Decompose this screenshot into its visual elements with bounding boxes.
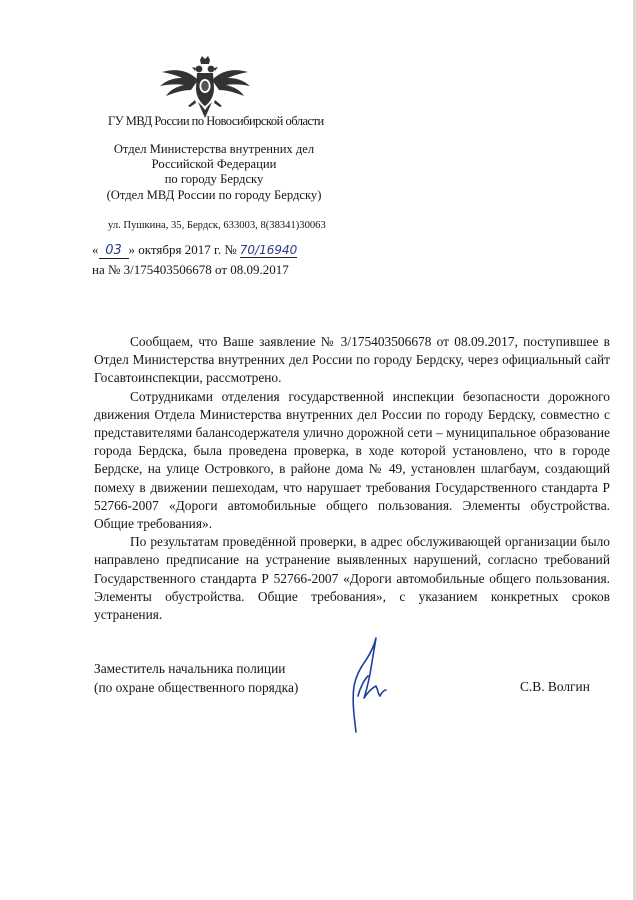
letter-body bbox=[94, 333, 610, 624]
department-line: Российской Федерации bbox=[151, 157, 277, 172]
open-quote: « bbox=[92, 242, 99, 257]
department-address: ул. Пушкина, 35, Бердск, 633003, 8(38341)30063 bbox=[108, 220, 326, 231]
signer-title-line: Заместитель начальника полиции bbox=[94, 661, 286, 676]
date-line bbox=[92, 242, 297, 259]
department-line: по городу Бердску bbox=[164, 172, 264, 187]
body-paragraph: По результатам проведённой проверки, в адрес обслуживающей организации было направлено предписание на устранение выявленных нарушений, согласно требований Государственного стандарта Р 52766-2007 «Дороги автомобильные общего пользования. Элементы обустройства. Общие требования», с указанием конкретных сроков устранения. bbox=[94, 534, 610, 623]
handwritten-signature bbox=[336, 636, 392, 736]
reference-line: на № 3/175403506678 от 08.09.2017 bbox=[92, 262, 289, 277]
close-quote: » bbox=[128, 242, 135, 257]
signer-name: С.В. Волгин bbox=[520, 679, 590, 694]
handwritten-outgoing-number: 70/16940 bbox=[239, 243, 298, 257]
department-line: (Отдел МВД России по городу Бердску) bbox=[106, 187, 322, 202]
department-block bbox=[96, 142, 332, 203]
organization-name: ГУ МВД России по Новосибирской области bbox=[108, 114, 324, 128]
signer-title bbox=[94, 660, 298, 697]
department-line: Отдел Министерства внутренних дел bbox=[113, 142, 315, 156]
eagle-emblem-icon bbox=[158, 56, 252, 120]
signer-title-line: (по охране общественного порядка) bbox=[94, 679, 299, 695]
body-paragraph: Сообщаем, что Ваше заявление № 3/175403506678 от 08.09.2017, поступившее в Отдел Министерства внутренних дел России по городу Бердску, через официальный сайт Госавтоинспекции, рассмотрено. bbox=[94, 334, 610, 386]
body-paragraph: Сотрудниками отделения государственной инспекции безопасности дорожного движения Отдела Министерства внутренних дел России по городу Бердску, совместно с представителями балансодержателя улично дорожной сети – муниципальное образование города Бердска, была проведена проверка, в ходе которой установлено, что в городе Бердске, на улице Островкого, в районе дома № 49, установлен шлагбаум, создающий помеху в движении пешеходам, что нарушает требования Государственного стандарта Р 52766-2007 «Дороги автомобильные общего пользования. Элементы обустройства. Общие требования». bbox=[94, 388, 610, 532]
date-text: октября 2017 г. № bbox=[138, 242, 237, 257]
handwritten-day: 03 bbox=[99, 243, 129, 259]
